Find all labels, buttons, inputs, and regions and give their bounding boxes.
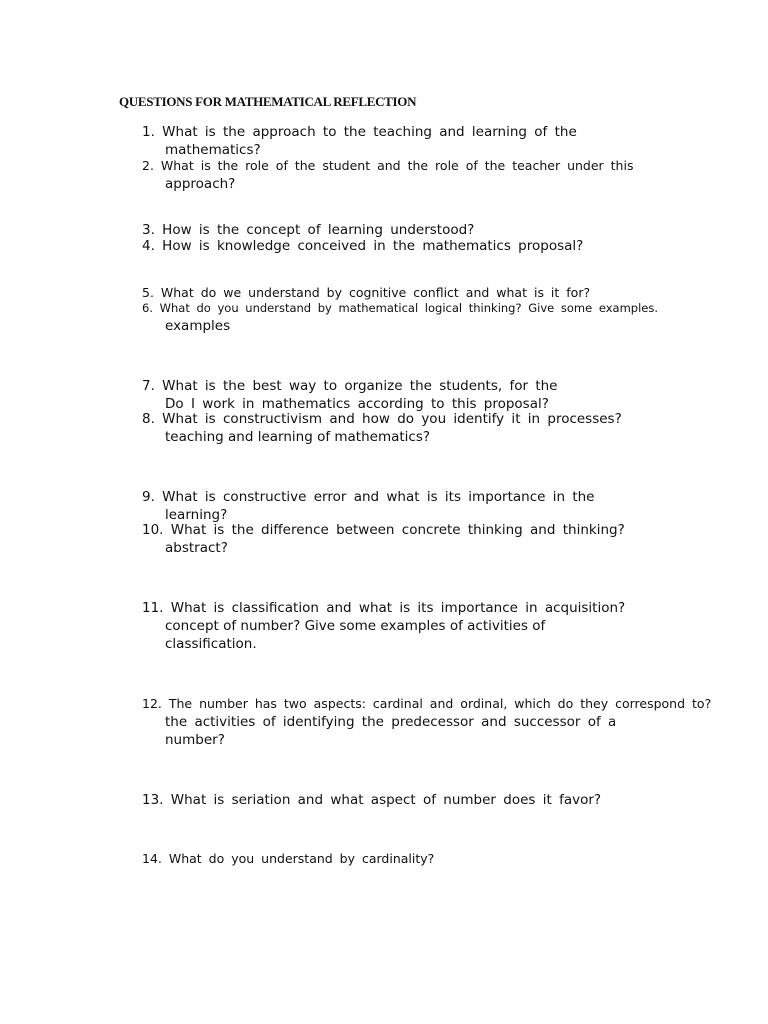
question-10-line-1: 10. What is the difference between concrete thinking and thinking? <box>142 522 625 538</box>
question-11-line-1: 11. What is classification and what is its importance in acquisition? <box>142 600 626 616</box>
question-11-line-3: classification. <box>165 636 257 652</box>
question-2-line-1: 2. What is the role of the student and the role of the teacher under this <box>142 158 634 173</box>
question-14: 14. What do you understand by cardinality? <box>142 851 435 866</box>
question-12-line-2: the activities of identifying the predecessor and successor of a <box>165 714 617 730</box>
question-8-line-1: 8. What is constructivism and how do you identify it in processes? <box>142 411 622 427</box>
question-5: 5. What do we understand by cognitive conflict and what is it for? <box>142 285 591 300</box>
question-6-line-1: 6. What do you understand by mathematical logical thinking? Give some examples. <box>142 301 658 315</box>
question-4: 4. How is knowledge conceived in the mathematics proposal? <box>142 238 584 254</box>
question-1-line-2: mathematics? <box>165 142 261 158</box>
page-title: QUESTIONS FOR MATHEMATICAL REFLECTION <box>119 94 417 109</box>
question-10-line-2: abstract? <box>165 540 228 556</box>
question-7-line-2: Do I work in mathematics according to this proposal? <box>165 396 549 412</box>
question-9-line-1: 9. What is constructive error and what is its importance in the <box>142 489 595 505</box>
question-11-line-2: concept of number? Give some examples of activities of <box>165 618 546 634</box>
question-2-line-2: approach? <box>165 176 236 192</box>
question-1-line-1: 1. What is the approach to the teaching and learning of the <box>142 124 577 140</box>
question-8-line-2: teaching and learning of mathematics? <box>165 429 431 445</box>
question-9-line-2: learning? <box>165 507 228 523</box>
question-3: 3. How is the concept of learning understood? <box>142 222 475 238</box>
question-7-line-1: 7. What is the best way to organize the students, for the <box>142 378 558 394</box>
question-12-line-3: number? <box>165 732 225 748</box>
question-12-line-1: 12. The number has two aspects: cardinal and ordinal, which do they correspond to? <box>142 696 712 711</box>
question-6-line-2: examples <box>165 318 231 334</box>
question-13: 13. What is seriation and what aspect of number does it favor? <box>142 792 602 808</box>
